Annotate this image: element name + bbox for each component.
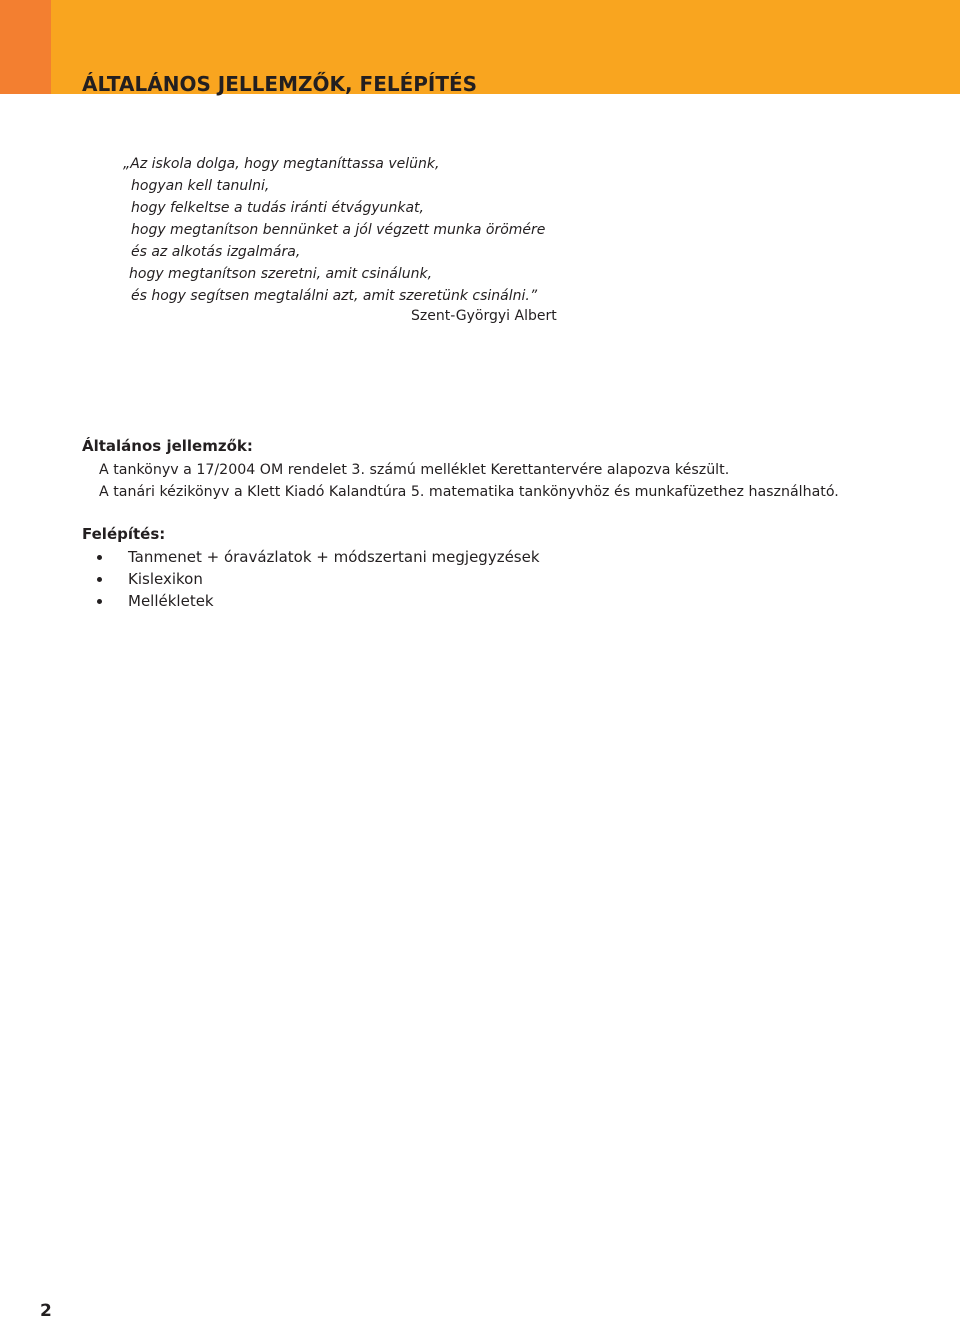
list-item: [95, 546, 540, 568]
list-item: [95, 568, 540, 590]
bullet-icon: [97, 555, 102, 560]
list-item-label: Mellékletek: [128, 592, 214, 610]
bullet-icon: [97, 599, 102, 604]
list-item-label: Kislexikon: [128, 570, 203, 588]
quote-line: hogyan kell tanulni,: [131, 178, 270, 194]
general-line: A tankönyv a 17/2004 OM rendelet 3. számú melléklet Kerettantervére alapozva készült.: [99, 462, 730, 478]
page-number: 2: [40, 1301, 52, 1321]
list-item-label: Tanmenet + óravázlatok + módszertani megjegyzések: [128, 548, 540, 566]
header-accent-block: [0, 0, 51, 94]
quote-line: „Az iskola dolga, hogy megtaníttassa velünk,: [123, 156, 440, 172]
page-title: ÁLTALÁNOS JELLEMZŐK, FELÉPÍTÉS: [82, 72, 478, 96]
quote-block: [123, 153, 545, 307]
quote-line: hogy megtanítson bennünket a jól végzett munka örömére: [131, 222, 546, 238]
structure-heading: Felépítés:: [82, 525, 166, 543]
quote-line: és hogy segítsen megtalálni azt, amit szeretünk csinálni.”: [131, 288, 538, 304]
general-line: A tanári kézikönyv a Klett Kiadó Kalandtúra 5. matematika tankönyvhöz és munkafüzethez használható.: [99, 484, 839, 500]
quote-line: hogy megtanítson szeretni, amit csinálunk,: [129, 266, 433, 282]
structure-list: [95, 546, 540, 612]
quote-line: és az alkotás izgalmára,: [131, 244, 301, 260]
quote-line: hogy felkeltse a tudás iránti étvágyunkat,: [131, 200, 424, 216]
general-heading: Általános jellemzők:: [82, 437, 253, 455]
list-item: [95, 590, 540, 612]
general-description: [99, 459, 839, 503]
bullet-icon: [97, 577, 102, 582]
quote-author: Szent-Györgyi Albert: [411, 308, 557, 324]
